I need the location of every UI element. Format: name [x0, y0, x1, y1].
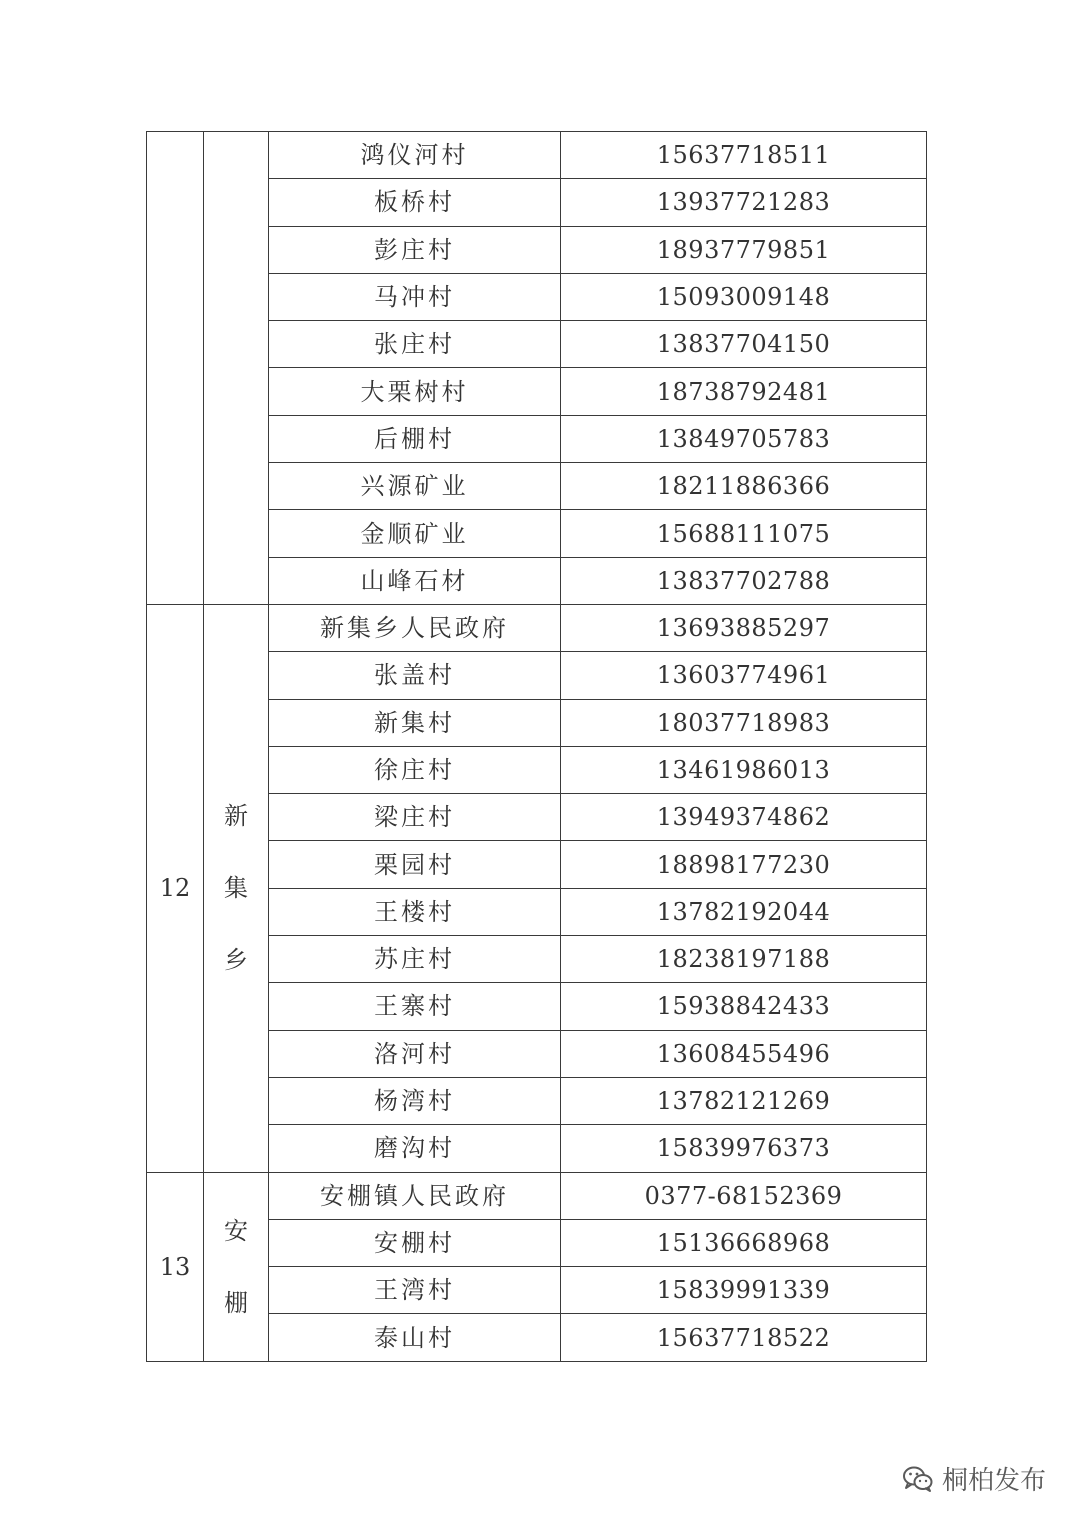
unit-name-cell: 新集村: [269, 699, 561, 746]
watermark-text: 桐柏发布: [941, 1466, 1046, 1496]
table-row: [147, 132, 927, 179]
phone-number-cell: 13608455496: [561, 1030, 927, 1077]
town-name-char: 棚: [224, 1288, 248, 1317]
unit-name-cell: 后棚村: [269, 415, 561, 462]
unit-name-cell: 苏庄村: [269, 936, 561, 983]
table-row: [147, 604, 927, 651]
unit-name-cell: 安棚村: [269, 1219, 561, 1266]
wechat-icon: [902, 1465, 934, 1493]
phone-number-cell: 15637718522: [561, 1314, 927, 1361]
phone-number-cell: 13782121269: [561, 1077, 927, 1124]
phone-number-cell: 13837704150: [561, 321, 927, 368]
town-name-cell: [204, 132, 269, 605]
phone-number-cell: 15839976373: [561, 1125, 927, 1172]
phone-number-cell: 13937721283: [561, 179, 927, 226]
phone-number-cell: 0377-68152369: [561, 1172, 927, 1219]
unit-name-cell: 磨沟村: [269, 1125, 561, 1172]
group-number-cell: [147, 132, 204, 605]
unit-name-cell: 马冲村: [269, 273, 561, 320]
unit-name-cell: 杨湾村: [269, 1077, 561, 1124]
town-name-cell: [204, 1172, 269, 1361]
unit-name-cell: 徐庄村: [269, 746, 561, 793]
unit-name-cell: 栗园村: [269, 841, 561, 888]
town-name-char: 安: [224, 1216, 248, 1245]
unit-name-cell: 王寨村: [269, 983, 561, 1030]
phone-number-cell: 15938842433: [561, 983, 927, 1030]
phone-number-cell: 15688111075: [561, 510, 927, 557]
phone-number-cell: 15637718511: [561, 132, 927, 179]
unit-name-cell: 兴源矿业: [269, 463, 561, 510]
phone-number-cell: 13461986013: [561, 746, 927, 793]
phone-number-cell: 13949374862: [561, 794, 927, 841]
contact-directory-table: [146, 131, 927, 1362]
unit-name-cell: 彭庄村: [269, 226, 561, 273]
unit-name-cell: 王楼村: [269, 888, 561, 935]
unit-name-cell: 新集乡人民政府: [269, 604, 561, 651]
unit-name-cell: 泰山村: [269, 1314, 561, 1361]
unit-name-cell: 王湾村: [269, 1267, 561, 1314]
unit-name-cell: 板桥村: [269, 179, 561, 226]
town-name-cell: [204, 604, 269, 1172]
unit-name-cell: 金顺矿业: [269, 510, 561, 557]
town-name-char: 集: [224, 874, 248, 903]
phone-number-cell: 13603774961: [561, 652, 927, 699]
phone-number-cell: 18211886366: [561, 463, 927, 510]
table-row: [147, 1172, 927, 1219]
source-watermark: [902, 1460, 1046, 1497]
phone-number-cell: 18898177230: [561, 841, 927, 888]
phone-number-cell: 15839991339: [561, 1267, 927, 1314]
unit-name-cell: 山峰石材: [269, 557, 561, 604]
phone-number-cell: 18738792481: [561, 368, 927, 415]
unit-name-cell: 安棚镇人民政府: [269, 1172, 561, 1219]
phone-number-cell: 15136668968: [561, 1219, 927, 1266]
unit-name-cell: 大栗树村: [269, 368, 561, 415]
group-number-cell: 13: [147, 1172, 204, 1361]
phone-number-cell: 18937779851: [561, 226, 927, 273]
group-number-cell: 12: [147, 604, 204, 1172]
phone-number-cell: 18238197188: [561, 936, 927, 983]
town-name-char: 新: [224, 802, 248, 831]
unit-name-cell: 洛河村: [269, 1030, 561, 1077]
unit-name-cell: 梁庄村: [269, 794, 561, 841]
unit-name-cell: 张庄村: [269, 321, 561, 368]
unit-name-cell: 鸿仪河村: [269, 132, 561, 179]
phone-number-cell: 13849705783: [561, 415, 927, 462]
town-name-char: 乡: [224, 946, 248, 975]
phone-number-cell: 13837702788: [561, 557, 927, 604]
phone-number-cell: 15093009148: [561, 273, 927, 320]
phone-number-cell: 13693885297: [561, 604, 927, 651]
phone-number-cell: 18037718983: [561, 699, 927, 746]
unit-name-cell: 张盖村: [269, 652, 561, 699]
phone-number-cell: 13782192044: [561, 888, 927, 935]
